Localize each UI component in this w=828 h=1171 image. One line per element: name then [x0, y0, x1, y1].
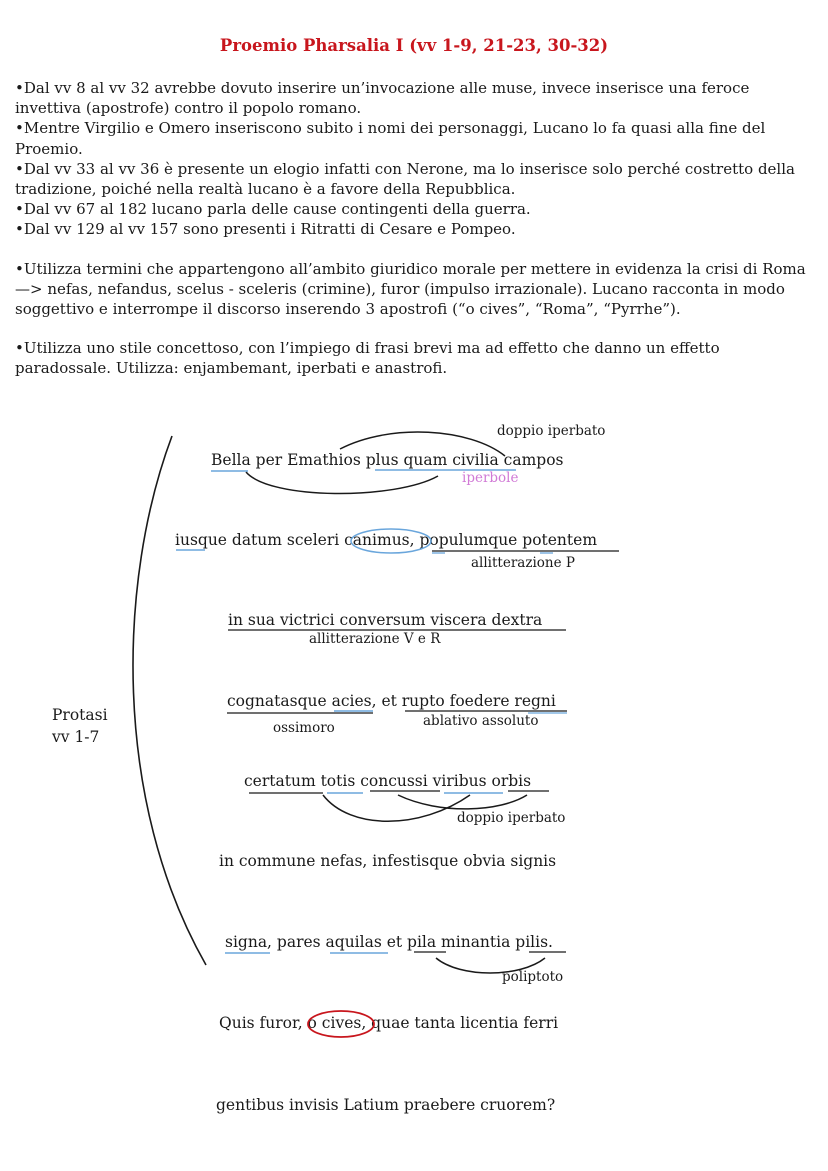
annotation-poliptoto: poliptoto	[502, 969, 564, 985]
note-ritratti: •Dal vv 129 al vv 157 sono presenti i Ritratti di Cesare e Pompeo.	[15, 220, 516, 239]
iperbato-arc-bottom-1	[246, 472, 438, 494]
note-termini-giuridici: •Utilizza termini che appartengono all’ambito giuridico morale per mettere in evidenza la crisi di Roma —> nefas, nefandus, scelus - sceleris (crimine), furor (impulso irrazionale). Lucano racconta in modo soggettivo e interrompe il discorso inserendo 3 apostrofi (“o cives”, “Roma”, “Pyrrhe”).	[15, 259, 806, 319]
verse-7: signa, pares aquilas et pila minantia pilis.	[225, 933, 553, 951]
notes-section	[15, 78, 815, 379]
annotation-doppio-iperbato-2: doppio iperbato	[457, 810, 566, 826]
note-invocazione: •Dal vv 8 al vv 32 avrebbe dovuto inserire un’invocazione alle muse, invece inserisce una feroce invettiva (apostrofe) contro il popolo romano.	[15, 79, 750, 118]
page-title: Proemio Pharsalia I (vv 1-9, 21-23, 30-32)	[219, 36, 609, 55]
verse-8: Quis furor, o cives, quae tanta licentia ferri	[219, 1014, 559, 1032]
note-elogio-nerone: •Dal vv 33 al vv 36 è presente un elogio infatti con Nerone, ma lo inserisce solo perché costretto della tradizione, poiché nella realtà lucano è a favore della Repubblica.	[15, 159, 795, 199]
annotation-doppio-iperbato-1: doppio iperbato	[497, 423, 606, 439]
verse-2: iusque datum sceleri canimus, populumque potentem	[175, 531, 598, 549]
annotation-allitterazione-vr: allitterazione V e R	[309, 631, 441, 647]
note-nomi-personaggi: •Mentre Virgilio e Omero inseriscono subito i nomi dei personaggi, Lucano lo fa quasi alla fine del Proemio.	[15, 119, 766, 158]
protasi-label-line2: vv 1-7	[52, 728, 100, 746]
note-cause-guerra: •Dal vv 67 al 182 lucano parla delle cause contingenti della guerra.	[15, 200, 531, 219]
annotation-allitterazione-p: allitterazione P	[471, 555, 575, 571]
verse-6: in commune nefas, infestisque obvia signis	[219, 852, 557, 870]
verse-4: cognatasque acies, et rupto foedere regni	[227, 692, 556, 710]
verse-3: in sua victrici conversum viscera dextra	[228, 611, 543, 629]
annotation-iperbole: iperbole	[462, 470, 519, 486]
iperbato-arc-2a	[323, 795, 470, 821]
verse-5: certatum totis concussi viribus orbis	[244, 772, 532, 790]
annotation-ablativo-assoluto: ablativo assoluto	[423, 713, 539, 729]
verse-1: Bella per Emathios plus quam civilia campos	[211, 451, 564, 469]
protasi-bracket	[133, 436, 206, 965]
note-stile: •Utilizza uno stile concettoso, con l’impiego di frasi brevi ma ad effetto che danno un effetto paradossale. Utilizza: enjambemant, iperbati e anastrofi.	[15, 339, 720, 378]
protasi-label	[52, 704, 108, 748]
annotation-ossimoro: ossimoro	[273, 720, 335, 736]
verse-9: gentibus invisis Latium praebere cruorem?	[216, 1096, 556, 1114]
protasi-label-line1: Protasi	[52, 706, 108, 724]
iperbato-arc-2b	[398, 795, 527, 809]
